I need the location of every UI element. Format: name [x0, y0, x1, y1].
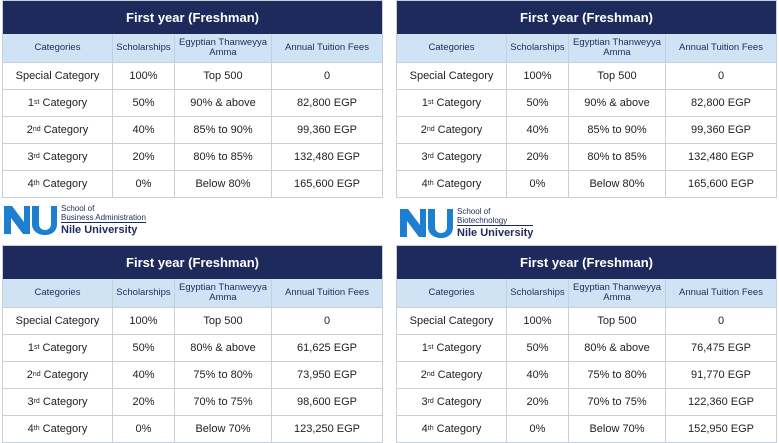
cell-fee: 0 [323, 70, 331, 82]
cell-scholarship: 0% [507, 171, 569, 197]
header-scholarships: Scholarships [113, 279, 175, 307]
category-label: 2 [26, 124, 33, 136]
table-row [397, 144, 776, 171]
cell-category: 4 th Category [3, 416, 113, 442]
tuition-table [396, 245, 777, 443]
cell-category: 4 th Category [397, 171, 507, 197]
cell-fee: 0 [323, 315, 331, 327]
cell-thanweyya: Top 500 [569, 63, 666, 89]
table-row [3, 389, 382, 416]
header-scholarships: Scholarships [507, 34, 569, 62]
cell-scholarship: 40% [113, 117, 175, 143]
cell-category: 2 nd Category [397, 362, 507, 388]
cell-scholarship: 20% [113, 144, 175, 170]
cell-fee: 132,480 EGP [293, 151, 361, 163]
category-label-rest: Category [39, 97, 88, 109]
table-row [397, 416, 776, 442]
cell-thanweyya: 80% to 85% [175, 144, 272, 170]
cell-thanweyya: Below 80% [569, 171, 666, 197]
cell-category: 1 st Category [3, 90, 113, 116]
nu-logo-icon [2, 204, 58, 236]
cell-thanweyya: 70% to 75% [175, 389, 272, 415]
category-label: 3 [27, 151, 34, 163]
category-label: 4 [421, 423, 428, 435]
category-label-rest: Category [39, 396, 88, 408]
cell-scholarship: 50% [507, 90, 569, 116]
nu-logo-icon [398, 207, 454, 239]
table-row [397, 335, 776, 362]
cell-scholarship: 20% [113, 389, 175, 415]
table-row [3, 144, 382, 171]
cell-category: 2 nd Category [3, 117, 113, 143]
category-label: Special Category [15, 315, 100, 327]
cell-thanweyya: 75% to 80% [175, 362, 272, 388]
cell-thanweyya: 85% to 90% [569, 117, 666, 143]
cell-fee: 132,480 EGP [687, 151, 755, 163]
cell-category: 2 nd Category [3, 362, 113, 388]
category-label: 2 [26, 369, 33, 381]
cell-fee: 152,950 EGP [687, 423, 755, 435]
table-row [397, 362, 776, 389]
cell-fee: 0 [717, 70, 725, 82]
tuition-table [2, 0, 383, 198]
logo-school-label: School of [61, 204, 95, 213]
cell-scholarship: 100% [113, 308, 175, 334]
cell-category: 1 st Category [3, 335, 113, 361]
cell-fee: 91,770 EGP [691, 369, 751, 381]
cell-fee: 165,600 EGP [293, 178, 361, 190]
cell-thanweyya: Below 70% [569, 416, 666, 442]
logo-school-label: School of [457, 207, 491, 216]
table-row [3, 362, 382, 389]
category-label-rest: Category [433, 151, 482, 163]
category-label-rest: Category [434, 369, 483, 381]
category-label-rest: Category [433, 342, 482, 354]
table-header-row [397, 279, 776, 308]
nile-university-business-logo [2, 204, 146, 236]
table-title: First year (Freshman) [3, 246, 382, 279]
header-categories: Categories [3, 279, 113, 307]
table-row [397, 389, 776, 416]
cell-scholarship: 50% [507, 335, 569, 361]
category-label: 3 [421, 151, 428, 163]
category-label-rest: Category [39, 178, 88, 190]
header-thanweyya-amma: Egyptian Thanweyya Amma [175, 34, 272, 62]
cell-scholarship: 50% [113, 335, 175, 361]
cell-category: 3 rd Category [3, 389, 113, 415]
cell-category [397, 308, 507, 334]
header-categories: Categories [397, 34, 507, 62]
table-row [397, 171, 776, 197]
table-title: First year (Freshman) [397, 1, 776, 34]
cell-scholarship: 20% [507, 144, 569, 170]
cell-thanweyya: 80% to 85% [569, 144, 666, 170]
table-row [3, 308, 382, 335]
table-row [397, 308, 776, 335]
cell-fee: 123,250 EGP [293, 423, 361, 435]
header-categories: Categories [3, 34, 113, 62]
header-thanweyya-amma: Egyptian Thanweyya Amma [569, 34, 666, 62]
cell-thanweyya: 80% & above [569, 335, 666, 361]
logo-university-name: Nile University [61, 224, 138, 236]
cell-scholarship: 100% [507, 308, 569, 334]
category-label-rest: Category [39, 423, 88, 435]
cell-scholarship: 0% [507, 416, 569, 442]
category-label-rest: Category [40, 369, 89, 381]
cell-fee: 99,360 EGP [691, 124, 751, 136]
table-header-row [3, 34, 382, 63]
header-annual-fees: Annual Tuition Fees [679, 42, 763, 53]
table-row [3, 171, 382, 197]
category-label-rest: Category [39, 342, 88, 354]
cell-thanweyya: 90% & above [175, 90, 272, 116]
cell-scholarship: 0% [113, 171, 175, 197]
cell-category: 2 nd Category [397, 117, 507, 143]
cell-scholarship: 50% [113, 90, 175, 116]
cell-fee: 82,800 EGP [691, 97, 751, 109]
header-categories: Categories [397, 279, 507, 307]
cell-scholarship: 0% [113, 416, 175, 442]
category-label: 1 [421, 97, 428, 109]
cell-thanweyya: 90% & above [569, 90, 666, 116]
category-label: 2 [420, 124, 427, 136]
category-label: 3 [27, 396, 34, 408]
header-thanweyya-amma: Egyptian Thanweyya Amma [569, 279, 666, 307]
header-annual-fees: Annual Tuition Fees [679, 287, 763, 298]
table-row [397, 90, 776, 117]
category-label: 4 [27, 423, 34, 435]
header-scholarships: Scholarships [507, 279, 569, 307]
table-row [3, 90, 382, 117]
cell-scholarship: 40% [507, 362, 569, 388]
header-annual-fees: Annual Tuition Fees [285, 287, 369, 298]
logo-school-name: Business Administration [61, 213, 146, 222]
category-label-rest: Category [433, 97, 482, 109]
cell-category: 3 rd Category [397, 389, 507, 415]
table-row [3, 335, 382, 362]
category-label: 4 [421, 178, 428, 190]
category-label: 2 [420, 369, 427, 381]
category-label: 3 [421, 396, 428, 408]
cell-thanweyya: 75% to 80% [569, 362, 666, 388]
cell-thanweyya: Below 70% [175, 416, 272, 442]
cell-thanweyya: 80% & above [175, 335, 272, 361]
header-thanweyya-amma: Egyptian Thanweyya Amma [175, 279, 272, 307]
category-label: 4 [27, 178, 34, 190]
cell-fee: 122,360 EGP [687, 396, 755, 408]
cell-thanweyya: Top 500 [175, 63, 272, 89]
category-label-rest: Category [39, 151, 88, 163]
cell-category [397, 63, 507, 89]
category-label-rest: Category [433, 396, 482, 408]
cell-scholarship: 40% [507, 117, 569, 143]
tuition-table [396, 0, 777, 198]
cell-scholarship: 20% [507, 389, 569, 415]
cell-thanweyya: Top 500 [175, 308, 272, 334]
cell-thanweyya: 85% to 90% [175, 117, 272, 143]
category-label-rest: Category [434, 124, 483, 136]
category-label-rest: Category [433, 423, 482, 435]
cell-fee: 82,800 EGP [297, 97, 357, 109]
cell-category [3, 308, 113, 334]
cell-category: 1 st Category [397, 90, 507, 116]
header-annual-fees: Annual Tuition Fees [285, 42, 369, 53]
cell-fee: 165,600 EGP [687, 178, 755, 190]
cell-fee: 76,475 EGP [691, 342, 751, 354]
cell-scholarship: 100% [113, 63, 175, 89]
cell-thanweyya: Below 80% [175, 171, 272, 197]
logo-school-name: Biotechnology [457, 216, 533, 226]
tuition-table [2, 245, 383, 443]
table-row [3, 117, 382, 144]
cell-category: 3 rd Category [397, 144, 507, 170]
table-row [3, 63, 382, 90]
category-label: Special Category [15, 70, 100, 82]
table-row [397, 117, 776, 144]
category-label: Special Category [409, 70, 494, 82]
table-row [397, 63, 776, 90]
cell-category: 3 rd Category [3, 144, 113, 170]
cell-category [3, 63, 113, 89]
header-scholarships: Scholarships [113, 34, 175, 62]
cell-scholarship: 100% [507, 63, 569, 89]
table-title: First year (Freshman) [397, 246, 776, 279]
cell-thanweyya: 70% to 75% [569, 389, 666, 415]
category-label-rest: Category [433, 178, 482, 190]
cell-category: 4 th Category [397, 416, 507, 442]
table-header-row [3, 279, 382, 308]
cell-category: 1 st Category [397, 335, 507, 361]
category-label: Special Category [409, 315, 494, 327]
cell-fee: 61,625 EGP [297, 342, 357, 354]
cell-fee: 0 [717, 315, 725, 327]
cell-category: 4 th Category [3, 171, 113, 197]
table-header-row [397, 34, 776, 63]
category-label: 1 [27, 97, 34, 109]
cell-fee: 98,600 EGP [297, 396, 357, 408]
nile-university-biotech-logo [398, 207, 533, 239]
cell-scholarship: 40% [113, 362, 175, 388]
cell-fee: 73,950 EGP [297, 369, 357, 381]
table-title: First year (Freshman) [3, 1, 382, 34]
category-label: 1 [27, 342, 34, 354]
category-label-rest: Category [40, 124, 89, 136]
table-row [3, 416, 382, 442]
cell-thanweyya: Top 500 [569, 308, 666, 334]
cell-fee: 99,360 EGP [297, 124, 357, 136]
logo-university-name: Nile University [457, 227, 534, 239]
category-label: 1 [421, 342, 428, 354]
